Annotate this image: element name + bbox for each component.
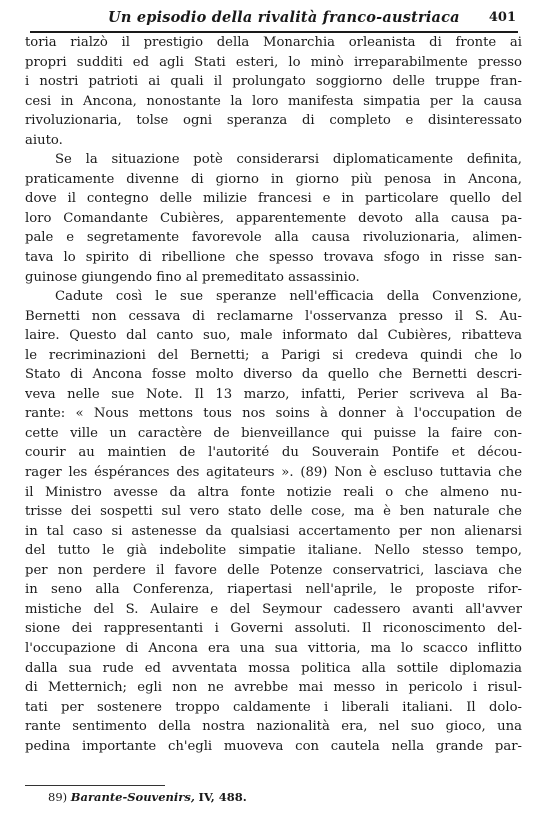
text-line: Cadute così le sue speranze nell'efficacia della Convenzione, — [55, 289, 522, 305]
text-line: in tal caso si astenesse da qualsiasi accertamento per non alienarsi — [25, 523, 522, 539]
text-line: rivoluzionaria, tolse ogni speranza di completo e disinteressato — [25, 113, 522, 129]
text-line: sione dei rappresentanti i Governi assoluti. Il riconoscimento del- — [25, 621, 522, 637]
text-line: cesi in Ancona, nonostante la loro manifesta simpatia per la causa — [25, 93, 522, 109]
text-line: Bernetti non cessava di reclamarne l'osservanza presso il S. Au- — [25, 308, 522, 324]
text-line: courir au maintien de l'autorité du Souverain Pontife et décou- — [25, 445, 522, 461]
text-line: veva nelle sue Note. Il 13 marzo, infatti, Perier scriveva al Ba- — [25, 386, 522, 402]
text-line: cette ville un caractère de bienveillance qui puisse la faire con- — [25, 425, 522, 441]
running-title: Un episodio della rivalità franco-austriaca — [108, 9, 460, 26]
text-line: Stato di Ancona fosse molto diverso da quello che Bernetti descri- — [25, 367, 522, 383]
text-line: l'occupazione di Ancona era una sua vittoria, ma lo scacco inflitto — [25, 640, 522, 656]
text-line: dalla sua rude ed avventata mossa politica alla sottile diplomazia — [25, 660, 522, 676]
text-line: aiuto. — [25, 132, 63, 148]
text-line: rante: « Nous mettons tous nos soins à donner à l'occupation de — [25, 406, 522, 422]
text-line: del tutto le già indebolite simpatie italiane. Nello stesso tempo, — [25, 543, 522, 559]
footnote-source: Barante-Souvenirs, — [70, 790, 195, 804]
text-line: tava lo spirito di ribellione che spesso trovava sfogo in risse san- — [25, 250, 522, 266]
body-text — [25, 33, 522, 756]
text-line: rante sentimento della nostra nazionalità era, nel suo gioco, una — [25, 719, 522, 735]
text-line: il Ministro avesse da altra fonte notizie reali o che almeno nu- — [25, 484, 522, 500]
text-line: le recriminazioni del Bernetti; a Parigi si credeva quindi che lo — [25, 347, 522, 363]
footnote — [48, 790, 247, 804]
text-line: laire. Questo dal canto suo, male informato dal Cubières, ribatteva — [25, 328, 522, 344]
text-line: rager les éspérances des agitateurs ». (89) Non è escluso tuttavia che — [25, 465, 522, 481]
footnote-number: 89) — [48, 790, 68, 804]
text-line: guinose giungendo fino al premeditato assassinio. — [25, 269, 360, 285]
text-line: per non perdere il favore delle Potenze conservatrici, lasciava che — [25, 562, 522, 578]
text-line: loro Comandante Cubières, apparentemente devoto alla causa pa- — [25, 210, 522, 226]
text-line: di Metternich; egli non ne avrebbe mai messo in pericolo i risul- — [25, 680, 522, 696]
text-line: Se la situazione potè considerarsi diplomaticamente definita, — [55, 152, 522, 168]
text-line: tati per sostenere troppo caldamente i liberali italiani. Il dolo- — [25, 699, 522, 715]
page-header — [30, 9, 518, 31]
text-line: pedina importante ch'egli muoveva con cautela nella grande par- — [25, 738, 522, 754]
footnote-rule — [25, 785, 165, 786]
footnote-reference: IV, 488. — [198, 790, 247, 804]
text-line: propri sudditi ed agli Stati esteri, lo minò irreparabilmente presso — [25, 54, 522, 70]
text-line: praticamente divenne di giorno in giorno più penosa in Ancona, — [25, 171, 522, 187]
text-line: dove il contegno delle milizie francesi e in particolare quello del — [25, 191, 522, 207]
text-line: toria rialzò il prestigio della Monarchia orleanista di fronte ai — [25, 35, 522, 50]
text-line: mistiche del S. Aulaire e del Seymour cadessero avanti all'avver — [25, 601, 522, 617]
text-line: i nostri patrioti ai quali il prolungato soggiorno delle truppe fran- — [25, 74, 522, 90]
text-line: pale e segretamente favorevole alla causa rivoluzionaria, alimen- — [25, 230, 522, 246]
text-line: trisse dei sospetti sul vero stato delle cose, ma è ben naturale che — [25, 504, 522, 520]
text-line: in seno alla Conferenza, riapertasi nell'aprile, le proposte rifor- — [25, 582, 522, 598]
page-number: 401 — [488, 10, 516, 25]
